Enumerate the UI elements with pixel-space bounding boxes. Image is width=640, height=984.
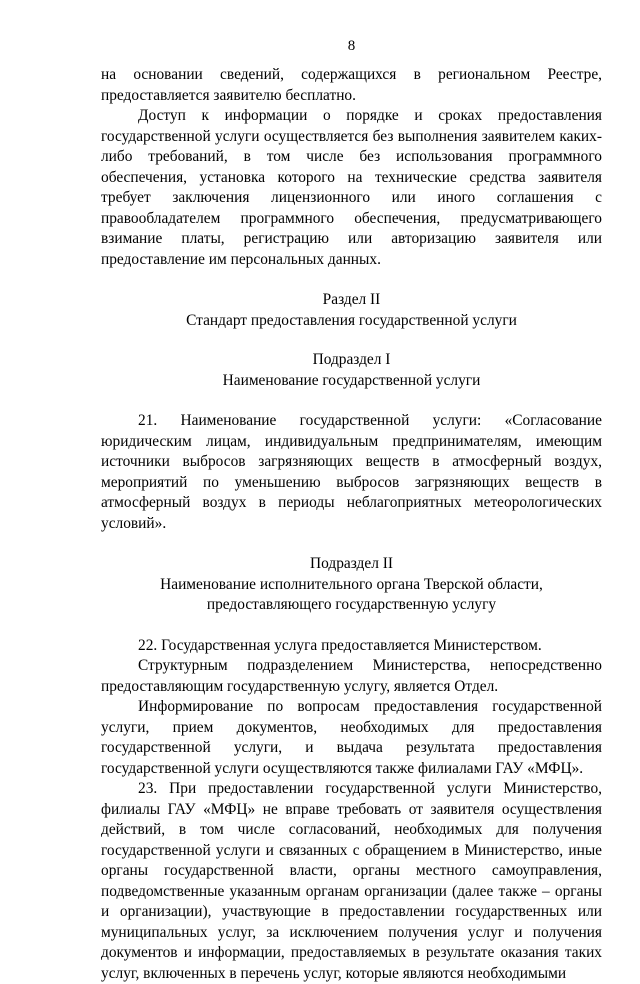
paragraph-22: 22. Государственная услуга предоставляется Министерством. xyxy=(138,636,542,654)
paragraph-continuation: на основании сведений, содержащихся в региональном Реестре, предоставляется заявителю бесплатно. xyxy=(101,66,602,104)
paragraph-access-info: Доступ к информации о порядке и сроках предоставления государственной услуги осуществляется без выполнения заявителем каких-либо требований, в том числе без использования программного обеспечения, установка которого на технические средства заявителя требует заключения лицензионного или иного соглашения с правообладателем программного обеспечения, предусматривающего взимание платы, регистрацию или авторизацию заявителя или предоставление им персональных данных. xyxy=(101,107,602,268)
subsection-1-subtitle: Наименование государственной услуги xyxy=(222,371,481,389)
paragraph-structural-unit: Структурным подразделением Министерства, непосредственно предоставляющим государственную услугу, является Отдел. xyxy=(101,657,602,695)
page-number: 8 xyxy=(347,38,356,54)
subsection-1-title: Подраздел I xyxy=(312,351,391,368)
subsection-2-subtitle-line-1: Наименование исполнительного органа Тверской области, xyxy=(160,575,543,593)
paragraph-informing: Информирование по вопросам предоставления государственной услуги, прием документов, необходимых для предоставления государственной услуги, и выдача результата предоставления государственной услуги осуществляются также филиалами ГАУ «МФЦ». xyxy=(101,698,602,777)
section-title: Раздел II xyxy=(322,291,381,308)
paragraph-21: 21. Наименование государственной услуги: «Согласование юридическим лицам, индивидуальным предпринимателям, имеющим источники выбросов загрязняющих веществ в атмосферный воздух, мероприятий по уменьшению выбросов загрязняющих веществ в атмосферный воздух в периоды неблагоприятных метеорологических условий». xyxy=(101,412,602,532)
section-subtitle: Стандарт предоставления государственной услуги xyxy=(186,311,517,329)
paragraph-23: 23. При предоставлении государственной услуги Министерство, филиалы ГАУ «МФЦ» не вправе требовать от заявителя осуществления действий, в том числе согласований, необходимых для получения государственной услуги и связанных с обращением в Министерство, иные органы государственной власти, органы местного самоуправления, подведомственные указанным органам организации (далее также – органы и организации), участвующие в предоставлении государственных или муниципальных услуг, за исключением получения услуг и получения документов и информации, предоставляемых в результате оказания таких услуг, включенных в перечень услуг, которые являются необходимыми xyxy=(101,780,602,982)
subsection-2-subtitle-line-2: предоставляющего государственную услугу xyxy=(206,596,497,613)
subsection-2-title: Подраздел II xyxy=(310,555,393,572)
